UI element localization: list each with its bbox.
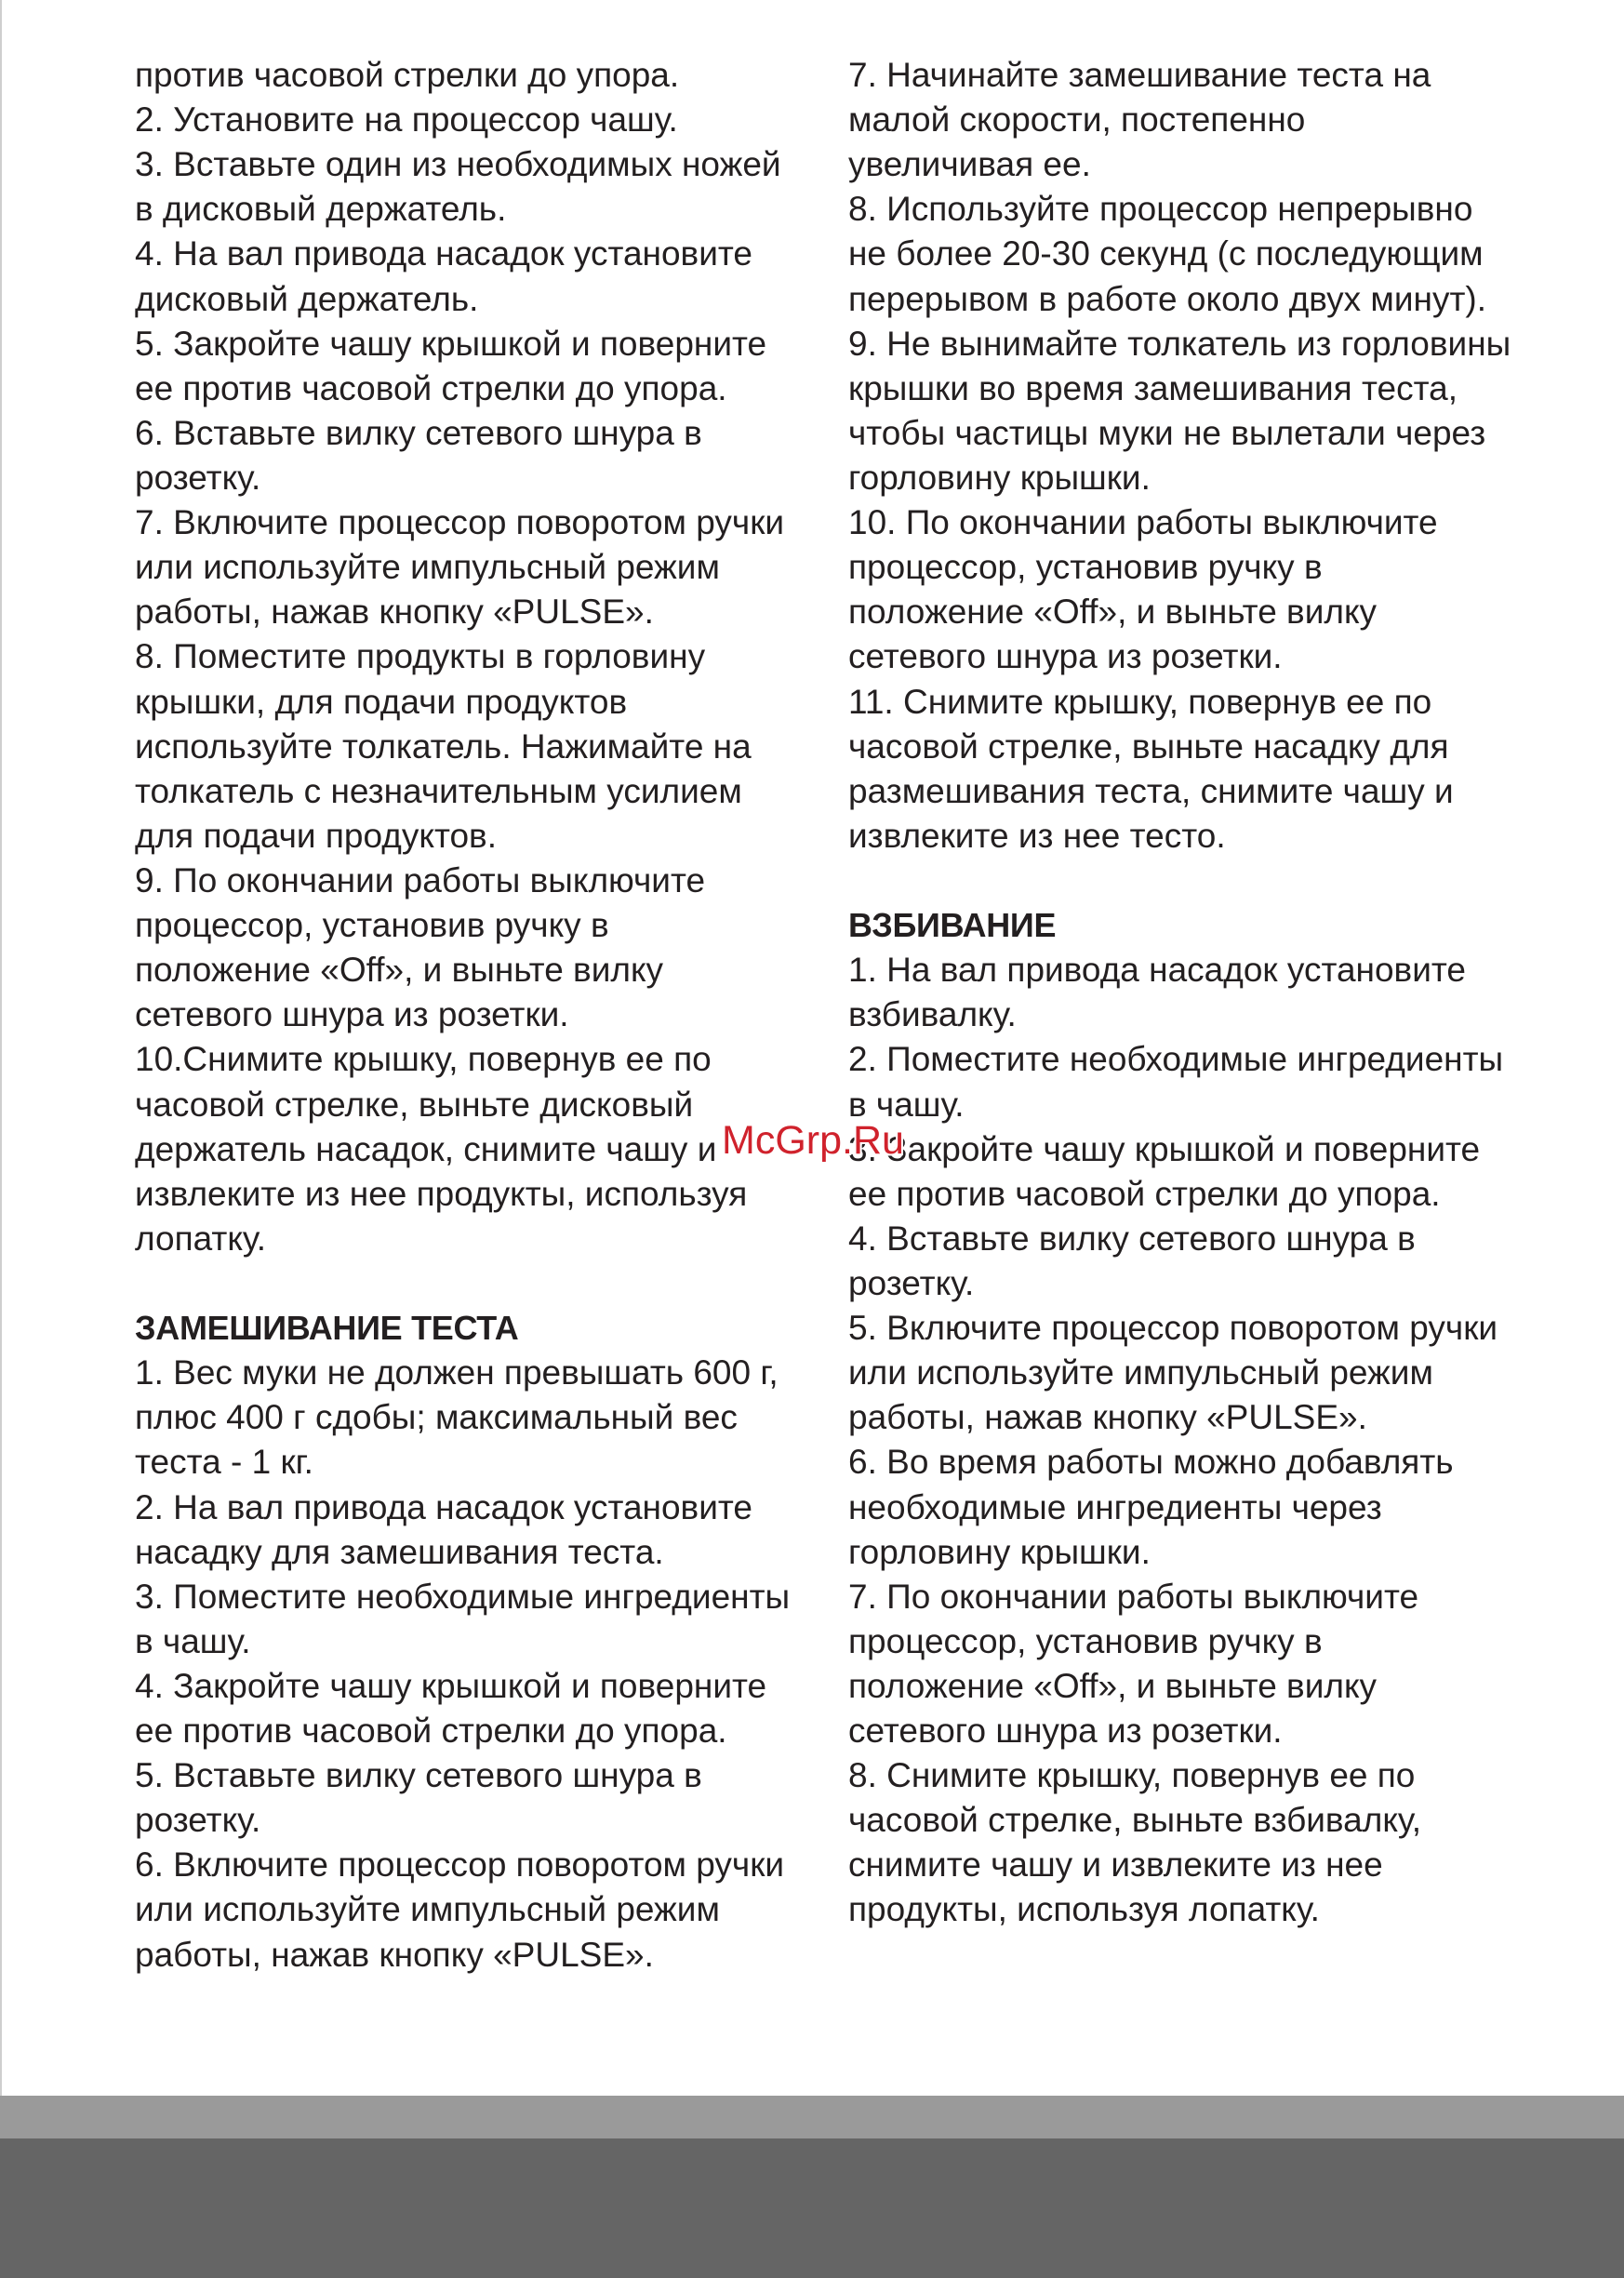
step-item — [135, 1485, 823, 1575]
step-line: часовой стрелке, выньте насадку для — [848, 726, 1449, 766]
step-line: 5. Включите процессор поворотом ручки — [848, 1309, 1498, 1348]
step-line: работы, нажав кнопку «PULSE». — [135, 593, 654, 632]
footer-stripe — [0, 2096, 1624, 2138]
step-line: сетевого шнура из розетки. — [848, 637, 1283, 676]
step-line: извлеките из нее продукты, используя — [135, 1174, 748, 1213]
step-line: 11. Снимите крышку, повернув ее по — [848, 682, 1432, 721]
step-line: дисковый держатель. — [135, 279, 479, 318]
step-line: малой скорости, постепенно — [848, 100, 1306, 140]
step-line: горловину крышки. — [848, 458, 1151, 497]
step-line: 9. Не вынимайте толкатель из горловины — [848, 324, 1511, 363]
step-line: перерывом в работе около двух минут). — [848, 279, 1487, 318]
step-line: 4. Закройте чашу крышкой и поверните — [135, 1666, 767, 1705]
step-line: 3. Вставьте один из необходимых ножей — [135, 145, 781, 184]
step-line: 1. Вес муки не должен превышать 600 г, — [135, 1353, 779, 1392]
step-item — [135, 1843, 823, 1977]
step-line: 8. Снимите крышку, повернув ее по — [848, 1756, 1416, 1795]
right-column — [848, 53, 1583, 1933]
step-line: процессор, установив ручку в — [848, 1621, 1323, 1660]
step-line: лопатку. — [135, 1219, 267, 1258]
step-line: 6. Включите процессор поворотом ручки — [135, 1845, 785, 1885]
step-item — [848, 1127, 1583, 1217]
step-line: извлеките из нее тесто. — [848, 816, 1226, 855]
step-line: насадку для замешивания теста. — [135, 1532, 664, 1571]
step-line: размешивания теста, снимите чашу и — [848, 771, 1454, 810]
step-line: ее против часовой стрелки до упора. — [135, 368, 727, 407]
step-line: ее против часовой стрелки до упора. — [135, 1712, 727, 1751]
step-line: 7. Включите процессор поворотом ручки — [135, 503, 785, 542]
step-line: не более 20-30 секунд (с последующим — [848, 234, 1484, 273]
step-line: 4. На вал привода насадок установите — [135, 234, 752, 273]
step-line: толкатель с незначительным усилием — [135, 771, 742, 810]
step-line: розетку. — [135, 1801, 261, 1840]
step-line: продукты, используя лопатку. — [848, 1890, 1320, 1929]
step-line: 8. Поместите продукты в горловину — [135, 637, 706, 676]
step-item — [135, 322, 823, 411]
step-item — [135, 1351, 823, 1485]
step-line: сетевого шнура из розетки. — [848, 1712, 1283, 1751]
left-column — [135, 53, 823, 1978]
step-line: плюс 400 г сдобы; максимальный вес — [135, 1398, 738, 1437]
step-item — [135, 859, 823, 1037]
step-line: 7. По окончании работы выключите — [848, 1577, 1419, 1616]
step-line: в чашу. — [848, 1085, 965, 1124]
step-line: чтобы частицы муки не вылетали через — [848, 413, 1486, 452]
step-line: 6. Вставьте вилку сетевого шнура в — [135, 413, 702, 452]
step-item — [135, 1664, 823, 1753]
section-spacer — [135, 1261, 823, 1306]
section-spacer — [848, 859, 1583, 903]
step-line: положение «Off», и выньте вилку — [135, 951, 664, 990]
step-item — [135, 142, 823, 232]
step-item — [135, 1575, 823, 1664]
step-line: в чашу. — [135, 1621, 251, 1660]
step-line: розетку. — [135, 458, 261, 497]
step-line: 5. Закройте чашу крышкой и поверните — [135, 324, 767, 363]
step-item — [848, 948, 1583, 1037]
step-item — [848, 1575, 1583, 1753]
step-line: 1. На вал привода насадок установите — [848, 951, 1466, 990]
step-line: или используйте импульсный режим — [848, 1353, 1433, 1392]
section-heading-dough: ЗАМЕШИВАНИЕ ТЕСТА — [135, 1309, 519, 1348]
step-item — [135, 98, 823, 142]
step-line: работы, нажав кнопку «PULSE». — [135, 1935, 654, 1974]
step-line: 8. Используйте процессор непрерывно — [848, 190, 1473, 229]
step-item — [848, 680, 1583, 859]
step-line: 7. Начинайте замешивание теста на — [848, 56, 1431, 94]
step-line: теста - 1 кг. — [135, 1443, 313, 1482]
step-item — [848, 500, 1583, 679]
step-line: розетку. — [848, 1263, 975, 1302]
step-item — [848, 1753, 1583, 1932]
step-line: процессор, установив ручку в — [848, 548, 1323, 587]
step-line: 10. По окончании работы выключите — [848, 503, 1438, 542]
step-item — [135, 634, 823, 859]
step-line: 2. На вал привода насадок установите — [135, 1487, 752, 1526]
step-item — [848, 1306, 1583, 1440]
step-line: необходимые ингредиенты через — [848, 1487, 1382, 1526]
step-item — [135, 1037, 823, 1261]
step-line: 6. Во время работы можно добавлять — [848, 1443, 1454, 1482]
step-line: 3. Поместите необходимые ингредиенты — [135, 1577, 791, 1616]
step-line: 3. Закройте чашу крышкой и поверните — [848, 1129, 1481, 1168]
section-dough-continued — [848, 53, 1583, 859]
watermark: McGrp.Ru — [722, 1118, 904, 1163]
step-line: часовой стрелке, выньте дисковый — [135, 1085, 694, 1124]
step-line: сетевого шнура из розетки. — [135, 995, 569, 1034]
step-item — [135, 500, 823, 634]
page-edge — [0, 0, 2, 2096]
step-line: положение «Off», и выньте вилку — [848, 1666, 1378, 1705]
step-item — [848, 1217, 1583, 1306]
step-line: положение «Off», и выньте вилку — [848, 593, 1378, 632]
step-item — [848, 322, 1583, 500]
step-item — [135, 411, 823, 500]
section-heading-whisking: ВЗБИВАНИЕ — [848, 906, 1057, 945]
step-line: ее против часовой стрелки до упора. — [848, 1174, 1441, 1213]
continued-text: против часовой стрелки до упора. — [135, 56, 680, 94]
section-dough — [135, 1306, 823, 1978]
step-line: 5. Вставьте вилку сетевого шнура в — [135, 1756, 702, 1795]
step-line: снимите чашу и извлеките из нее — [848, 1845, 1383, 1885]
section-processing — [135, 53, 823, 1261]
step-line: в дисковый держатель. — [135, 190, 507, 229]
section-whisking — [848, 903, 1583, 1933]
step-line: крышки во время замешивания теста, — [848, 368, 1458, 407]
step-item — [848, 187, 1583, 321]
step-line: 10.Снимите крышку, повернув ее по — [135, 1040, 712, 1079]
footer-band — [0, 2138, 1624, 2278]
step-item — [848, 53, 1583, 187]
step-line: взбивалку. — [848, 995, 1017, 1034]
step-item — [848, 1440, 1583, 1574]
step-line: часовой стрелке, выньте взбивалку, — [848, 1801, 1422, 1840]
step-line: держатель насадок, снимите чашу и — [135, 1129, 717, 1168]
step-line: 4. Вставьте вилку сетевого шнура в — [848, 1219, 1416, 1258]
step-item — [135, 232, 823, 321]
step-item — [848, 1037, 1583, 1126]
step-line: 2. Поместите необходимые ингредиенты — [848, 1040, 1504, 1079]
step-line: 2. Установите на процессор чашу. — [135, 100, 678, 140]
step-line: горловину крышки. — [848, 1532, 1151, 1571]
step-line: увеличивая ее. — [848, 145, 1091, 184]
step-line: 9. По окончании работы выключите — [135, 860, 706, 899]
step-line: работы, нажав кнопку «PULSE». — [848, 1398, 1367, 1437]
step-line: для подачи продуктов. — [135, 816, 497, 855]
step-line: или используйте импульсный режим — [135, 548, 720, 587]
step-item — [135, 1753, 823, 1843]
step-line: или используйте импульсный режим — [135, 1890, 720, 1929]
step-line: используйте толкатель. Нажимайте на — [135, 726, 752, 766]
step-line: процессор, установив ручку в — [135, 906, 609, 945]
step-line: крышки, для подачи продуктов — [135, 682, 628, 721]
